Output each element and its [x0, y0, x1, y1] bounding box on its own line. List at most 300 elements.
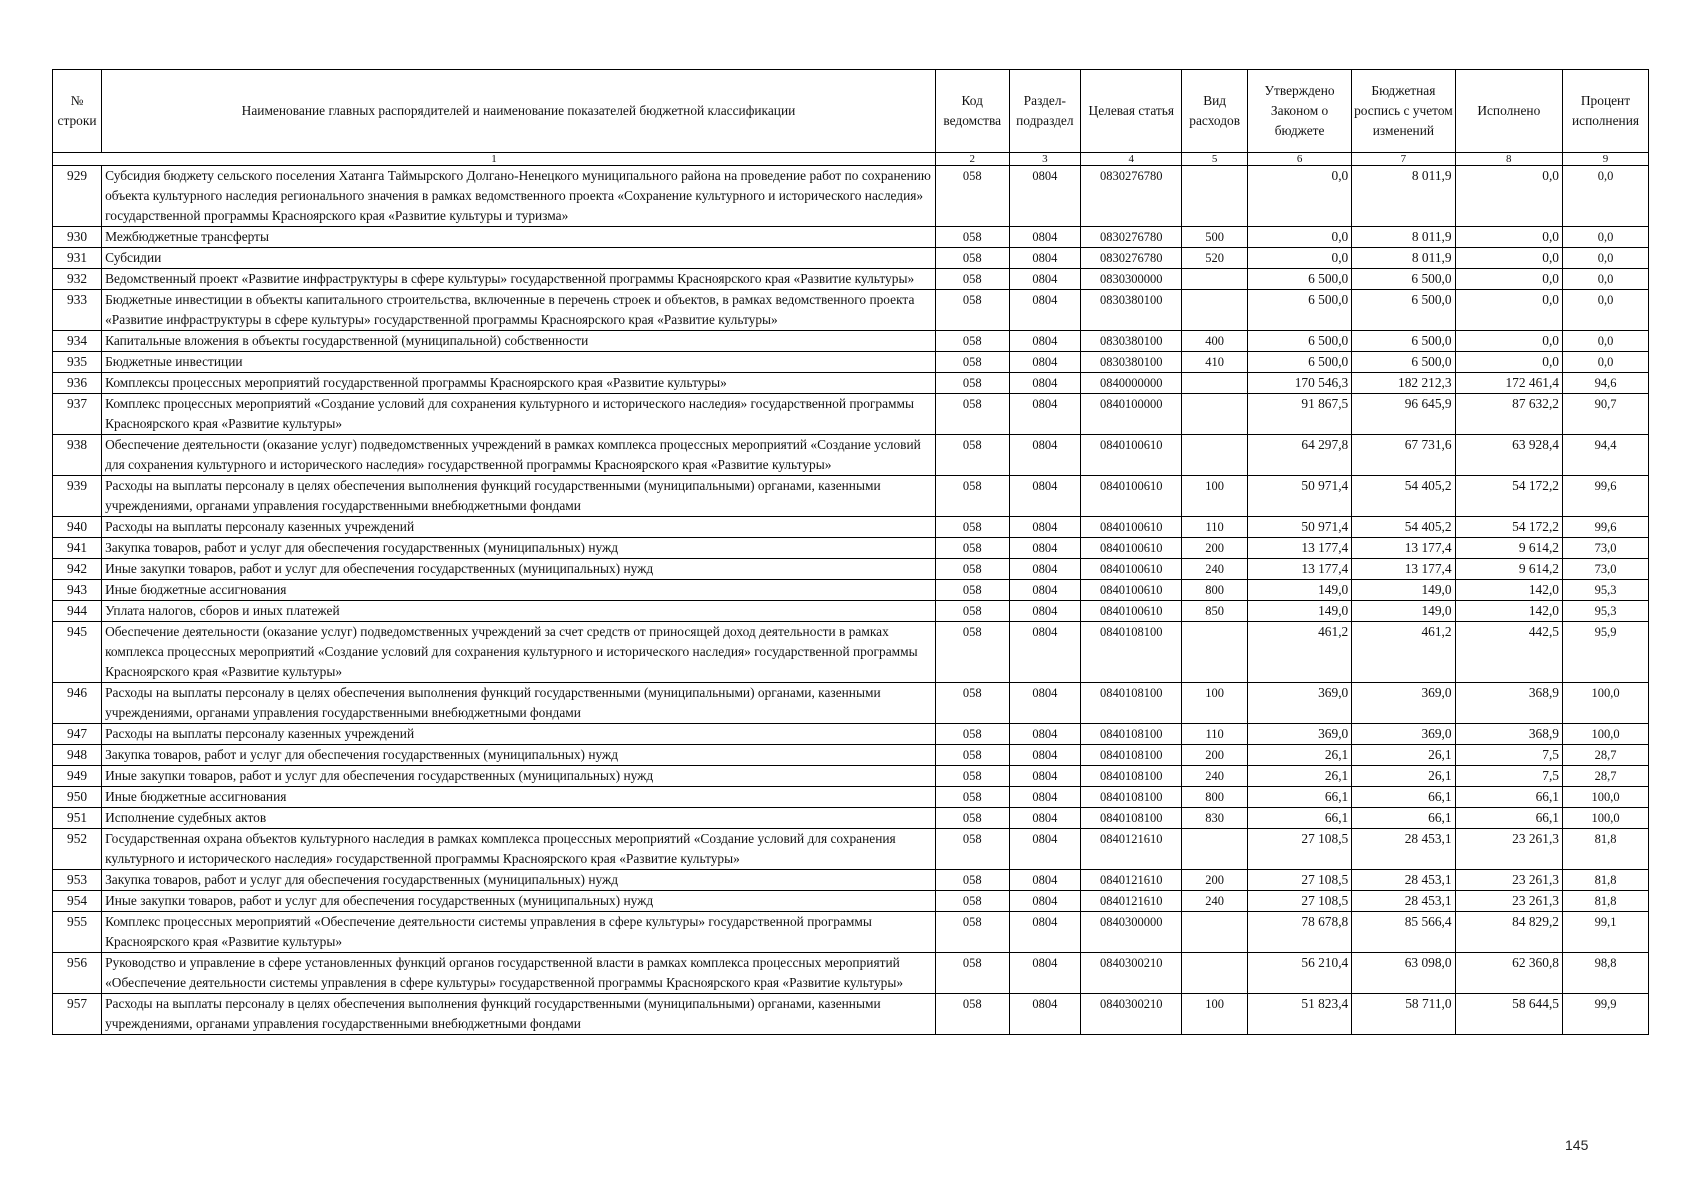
row-number-cell: 932 [53, 269, 102, 290]
department-code-cell: 058 [935, 290, 1009, 331]
section-cell: 0804 [1009, 994, 1081, 1035]
table-row [53, 683, 1649, 724]
table-row [53, 870, 1649, 891]
target-item-cell: 0840100610 [1081, 476, 1182, 517]
section-cell: 0804 [1009, 166, 1081, 227]
table-row [53, 994, 1649, 1035]
row-number-cell: 939 [53, 476, 102, 517]
row-number-cell: 937 [53, 394, 102, 435]
department-code-cell: 058 [935, 435, 1009, 476]
approved-cell: 6 500,0 [1247, 269, 1351, 290]
approved-cell: 6 500,0 [1247, 290, 1351, 331]
expense-type-cell: 200 [1182, 745, 1247, 766]
table-row [53, 787, 1649, 808]
row-name-cell: Иные закупки товаров, работ и услуг для обеспечения государственных (муниципальных) нужд [102, 559, 936, 580]
section-cell: 0804 [1009, 394, 1081, 435]
expense-type-cell: 830 [1182, 808, 1247, 829]
section-cell: 0804 [1009, 290, 1081, 331]
table-row [53, 373, 1649, 394]
approved-cell: 369,0 [1247, 724, 1351, 745]
section-cell: 0804 [1009, 269, 1081, 290]
table-row [53, 891, 1649, 912]
percent-cell: 95,9 [1563, 622, 1649, 683]
section-cell: 0804 [1009, 787, 1081, 808]
department-code-cell: 058 [935, 912, 1009, 953]
budget-schedule-cell: 67 731,6 [1352, 435, 1455, 476]
target-item-cell: 0840300210 [1081, 953, 1182, 994]
column-number: 6 [1247, 153, 1351, 166]
row-number-cell: 929 [53, 166, 102, 227]
budget-schedule-cell: 28 453,1 [1352, 829, 1455, 870]
row-name-cell: Капитальные вложения в объекты государственной (муниципальной) собственности [102, 331, 936, 352]
column-number: 5 [1182, 153, 1247, 166]
section-cell: 0804 [1009, 352, 1081, 373]
budget-schedule-cell: 6 500,0 [1352, 331, 1455, 352]
target-item-cell: 0840108100 [1081, 787, 1182, 808]
percent-cell: 99,6 [1563, 517, 1649, 538]
section-cell: 0804 [1009, 870, 1081, 891]
approved-cell: 50 971,4 [1247, 476, 1351, 517]
percent-cell: 0,0 [1563, 331, 1649, 352]
row-name-cell: Исполнение судебных актов [102, 808, 936, 829]
department-code-cell: 058 [935, 994, 1009, 1035]
percent-cell: 28,7 [1563, 766, 1649, 787]
executed-cell: 7,5 [1455, 745, 1562, 766]
percent-cell: 98,8 [1563, 953, 1649, 994]
row-name-cell: Расходы на выплаты персоналу в целях обеспечения выполнения функций государственными (муниципальными) органами, казенными учреждениями, органами управления государственными внебюджетными фондами [102, 683, 936, 724]
executed-cell: 87 632,2 [1455, 394, 1562, 435]
budget-schedule-cell: 8 011,9 [1352, 248, 1455, 269]
table-row [53, 580, 1649, 601]
header-approved: Утверждено Законом о бюджете [1247, 70, 1351, 153]
expense-type-cell [1182, 829, 1247, 870]
percent-cell: 81,8 [1563, 870, 1649, 891]
target-item-cell: 0830276780 [1081, 166, 1182, 227]
expense-type-cell: 800 [1182, 580, 1247, 601]
executed-cell: 142,0 [1455, 601, 1562, 622]
expense-type-cell [1182, 290, 1247, 331]
target-item-cell: 0840108100 [1081, 745, 1182, 766]
department-code-cell: 058 [935, 891, 1009, 912]
executed-cell: 54 172,2 [1455, 476, 1562, 517]
approved-cell: 26,1 [1247, 745, 1351, 766]
department-code-cell: 058 [935, 808, 1009, 829]
approved-cell: 0,0 [1247, 227, 1351, 248]
table-row [53, 559, 1649, 580]
executed-cell: 84 829,2 [1455, 912, 1562, 953]
executed-cell: 9 614,2 [1455, 538, 1562, 559]
row-name-cell: Комплекс процессных мероприятий «Обеспечение деятельности системы управления в сфере культуры» государственной программы Красноярского края «Развитие культуры» [102, 912, 936, 953]
header-row-number: № строки [53, 70, 102, 153]
row-name-cell: Ведомственный проект «Развитие инфраструктуры в сфере культуры» государственной программы Красноярского края «Развитие культуры» [102, 269, 936, 290]
row-number-cell: 935 [53, 352, 102, 373]
table-row [53, 745, 1649, 766]
expense-type-cell: 110 [1182, 517, 1247, 538]
target-item-cell: 0840000000 [1081, 373, 1182, 394]
department-code-cell: 058 [935, 373, 1009, 394]
budget-schedule-cell: 6 500,0 [1352, 290, 1455, 331]
header-section: Раздел-подраздел [1009, 70, 1081, 153]
approved-cell: 461,2 [1247, 622, 1351, 683]
budget-schedule-cell: 54 405,2 [1352, 517, 1455, 538]
section-cell: 0804 [1009, 724, 1081, 745]
table-row [53, 352, 1649, 373]
expense-type-cell: 110 [1182, 724, 1247, 745]
target-item-cell: 0830276780 [1081, 248, 1182, 269]
expense-type-cell: 200 [1182, 538, 1247, 559]
target-item-cell: 0840108100 [1081, 683, 1182, 724]
row-number-cell: 954 [53, 891, 102, 912]
column-number: 9 [1563, 153, 1649, 166]
table-header-row [53, 70, 1649, 153]
table-row [53, 517, 1649, 538]
executed-cell: 23 261,3 [1455, 829, 1562, 870]
expense-type-cell: 400 [1182, 331, 1247, 352]
column-number: 8 [1455, 153, 1562, 166]
expense-type-cell: 200 [1182, 870, 1247, 891]
row-number-cell: 941 [53, 538, 102, 559]
approved-cell: 369,0 [1247, 683, 1351, 724]
percent-cell: 100,0 [1563, 787, 1649, 808]
row-name-cell: Комплекс процессных мероприятий «Создание условий для сохранения культурного и исторического наследия» государственной программы Красноярского края «Развитие культуры» [102, 394, 936, 435]
department-code-cell: 058 [935, 829, 1009, 870]
row-number-cell: 955 [53, 912, 102, 953]
approved-cell: 64 297,8 [1247, 435, 1351, 476]
target-item-cell: 0840100610 [1081, 435, 1182, 476]
row-name-cell: Бюджетные инвестиции [102, 352, 936, 373]
approved-cell: 27 108,5 [1247, 870, 1351, 891]
budget-schedule-cell: 8 011,9 [1352, 227, 1455, 248]
target-item-cell: 0840100610 [1081, 580, 1182, 601]
budget-schedule-cell: 182 212,3 [1352, 373, 1455, 394]
section-cell: 0804 [1009, 476, 1081, 517]
row-number-cell: 938 [53, 435, 102, 476]
header-executed: Исполнено [1455, 70, 1562, 153]
row-name-cell: Межбюджетные трансферты [102, 227, 936, 248]
percent-cell: 95,3 [1563, 601, 1649, 622]
row-name-cell: Расходы на выплаты персоналу казенных учреждений [102, 517, 936, 538]
department-code-cell: 058 [935, 745, 1009, 766]
target-item-cell: 0830380100 [1081, 352, 1182, 373]
department-code-cell: 058 [935, 227, 1009, 248]
budget-schedule-cell: 149,0 [1352, 580, 1455, 601]
table-body [53, 166, 1649, 1035]
table-row [53, 601, 1649, 622]
row-number-cell: 936 [53, 373, 102, 394]
approved-cell: 6 500,0 [1247, 331, 1351, 352]
section-cell: 0804 [1009, 601, 1081, 622]
budget-schedule-cell: 13 177,4 [1352, 559, 1455, 580]
expense-type-cell: 410 [1182, 352, 1247, 373]
percent-cell: 73,0 [1563, 559, 1649, 580]
section-cell: 0804 [1009, 683, 1081, 724]
expense-type-cell [1182, 912, 1247, 953]
section-cell: 0804 [1009, 331, 1081, 352]
expense-type-cell [1182, 622, 1247, 683]
row-number-cell: 946 [53, 683, 102, 724]
target-item-cell: 0840100610 [1081, 601, 1182, 622]
row-number-cell: 945 [53, 622, 102, 683]
percent-cell: 0,0 [1563, 227, 1649, 248]
section-cell: 0804 [1009, 559, 1081, 580]
approved-cell: 51 823,4 [1247, 994, 1351, 1035]
percent-cell: 94,6 [1563, 373, 1649, 394]
approved-cell: 78 678,8 [1247, 912, 1351, 953]
executed-cell: 58 644,5 [1455, 994, 1562, 1035]
target-item-cell: 0840100610 [1081, 517, 1182, 538]
section-cell: 0804 [1009, 912, 1081, 953]
row-name-cell: Бюджетные инвестиции в объекты капитального строительства, включенные в перечень строек и объектов, в рамках ведомственного проекта «Развитие инфраструктуры в сфере культуры» государственной программы Красноярского края «Развитие культуры» [102, 290, 936, 331]
row-number-cell: 940 [53, 517, 102, 538]
row-number-cell: 956 [53, 953, 102, 994]
table-row [53, 808, 1649, 829]
row-number-cell: 953 [53, 870, 102, 891]
column-number: 4 [1081, 153, 1182, 166]
row-number-cell: 950 [53, 787, 102, 808]
budget-schedule-cell: 369,0 [1352, 724, 1455, 745]
expense-type-cell: 100 [1182, 994, 1247, 1035]
table-row [53, 538, 1649, 559]
executed-cell: 368,9 [1455, 724, 1562, 745]
percent-cell: 0,0 [1563, 248, 1649, 269]
budget-schedule-cell: 369,0 [1352, 683, 1455, 724]
target-item-cell: 0840100000 [1081, 394, 1182, 435]
executed-cell: 0,0 [1455, 227, 1562, 248]
row-number-cell: 942 [53, 559, 102, 580]
expense-type-cell: 100 [1182, 476, 1247, 517]
percent-cell: 95,3 [1563, 580, 1649, 601]
budget-schedule-cell: 8 011,9 [1352, 166, 1455, 227]
department-code-cell: 058 [935, 787, 1009, 808]
row-number-cell: 948 [53, 745, 102, 766]
executed-cell: 442,5 [1455, 622, 1562, 683]
approved-cell: 149,0 [1247, 601, 1351, 622]
table-row [53, 331, 1649, 352]
executed-cell: 172 461,4 [1455, 373, 1562, 394]
percent-cell: 99,9 [1563, 994, 1649, 1035]
executed-cell: 0,0 [1455, 331, 1562, 352]
column-number: 7 [1352, 153, 1455, 166]
percent-cell: 100,0 [1563, 724, 1649, 745]
target-item-cell: 0840108100 [1081, 622, 1182, 683]
budget-table-sheet [52, 69, 1649, 1035]
approved-cell: 66,1 [1247, 808, 1351, 829]
column-number: 2 [935, 153, 1009, 166]
executed-cell: 23 261,3 [1455, 870, 1562, 891]
expense-type-cell: 240 [1182, 891, 1247, 912]
table-row [53, 248, 1649, 269]
table-row [53, 394, 1649, 435]
row-name-cell: Иные бюджетные ассигнования [102, 787, 936, 808]
executed-cell: 0,0 [1455, 290, 1562, 331]
department-code-cell: 058 [935, 538, 1009, 559]
department-code-cell: 058 [935, 559, 1009, 580]
row-name-cell: Руководство и управление в сфере установленных функций органов государственной власти в рамках комплекса процессных мероприятий «Обеспечение деятельности системы управления в сфере культуры» государственной программы Красноярского края «Развитие культуры» [102, 953, 936, 994]
approved-cell: 26,1 [1247, 766, 1351, 787]
department-code-cell: 058 [935, 517, 1009, 538]
target-item-cell: 0830300000 [1081, 269, 1182, 290]
section-cell: 0804 [1009, 517, 1081, 538]
executed-cell: 66,1 [1455, 787, 1562, 808]
percent-cell: 73,0 [1563, 538, 1649, 559]
expense-type-cell: 850 [1182, 601, 1247, 622]
expense-type-cell: 240 [1182, 559, 1247, 580]
header-budget-schedule: Бюджетная роспись с учетом изменений [1352, 70, 1455, 153]
section-cell: 0804 [1009, 766, 1081, 787]
approved-cell: 50 971,4 [1247, 517, 1351, 538]
section-cell: 0804 [1009, 373, 1081, 394]
department-code-cell: 058 [935, 683, 1009, 724]
percent-cell: 94,4 [1563, 435, 1649, 476]
department-code-cell: 058 [935, 601, 1009, 622]
section-cell: 0804 [1009, 248, 1081, 269]
budget-execution-table [52, 69, 1649, 1035]
percent-cell: 0,0 [1563, 352, 1649, 373]
section-cell: 0804 [1009, 622, 1081, 683]
target-item-cell: 0840121610 [1081, 829, 1182, 870]
budget-schedule-cell: 6 500,0 [1352, 269, 1455, 290]
budget-schedule-cell: 54 405,2 [1352, 476, 1455, 517]
target-item-cell: 0840100610 [1081, 538, 1182, 559]
budget-schedule-cell: 63 098,0 [1352, 953, 1455, 994]
approved-cell: 56 210,4 [1247, 953, 1351, 994]
page-number: 145 [1565, 1137, 1589, 1153]
row-number-cell: 949 [53, 766, 102, 787]
budget-schedule-cell: 66,1 [1352, 808, 1455, 829]
table-row [53, 724, 1649, 745]
department-code-cell: 058 [935, 870, 1009, 891]
expense-type-cell [1182, 953, 1247, 994]
row-number-cell: 934 [53, 331, 102, 352]
target-item-cell: 0840300000 [1081, 912, 1182, 953]
section-cell: 0804 [1009, 808, 1081, 829]
row-number-cell: 957 [53, 994, 102, 1035]
row-name-cell: Субсидия бюджету сельского поселения Хатанга Таймырского Долгано-Ненецкого муниципального района на проведение работ по сохранению объекта культурного наследия регионального значения в рамках ведомственного проекта «Сохранение культурного и исторического наследия» государственной программы Красноярского края «Развитие культуры и туризма» [102, 166, 936, 227]
expense-type-cell: 240 [1182, 766, 1247, 787]
row-name-cell: Расходы на выплаты персоналу казенных учреждений [102, 724, 936, 745]
department-code-cell: 058 [935, 724, 1009, 745]
department-code-cell: 058 [935, 331, 1009, 352]
executed-cell: 368,9 [1455, 683, 1562, 724]
column-number: 1 [53, 153, 936, 166]
expense-type-cell: 800 [1182, 787, 1247, 808]
approved-cell: 13 177,4 [1247, 538, 1351, 559]
executed-cell: 142,0 [1455, 580, 1562, 601]
department-code-cell: 058 [935, 580, 1009, 601]
section-cell: 0804 [1009, 829, 1081, 870]
expense-type-cell: 520 [1182, 248, 1247, 269]
column-number: 3 [1009, 153, 1081, 166]
row-number-cell: 933 [53, 290, 102, 331]
department-code-cell: 058 [935, 166, 1009, 227]
target-item-cell: 0830380100 [1081, 331, 1182, 352]
percent-cell: 100,0 [1563, 683, 1649, 724]
executed-cell: 0,0 [1455, 166, 1562, 227]
department-code-cell: 058 [935, 476, 1009, 517]
department-code-cell: 058 [935, 269, 1009, 290]
executed-cell: 0,0 [1455, 269, 1562, 290]
row-number-cell: 947 [53, 724, 102, 745]
row-name-cell: Иные бюджетные ассигнования [102, 580, 936, 601]
target-item-cell: 0830380100 [1081, 290, 1182, 331]
percent-cell: 99,1 [1563, 912, 1649, 953]
row-name-cell: Комплексы процессных мероприятий государственной программы Красноярского края «Развитие культуры» [102, 373, 936, 394]
expense-type-cell [1182, 269, 1247, 290]
target-item-cell: 0840300210 [1081, 994, 1182, 1035]
row-number-cell: 944 [53, 601, 102, 622]
budget-schedule-cell: 28 453,1 [1352, 870, 1455, 891]
expense-type-cell [1182, 166, 1247, 227]
executed-cell: 7,5 [1455, 766, 1562, 787]
row-number-cell: 952 [53, 829, 102, 870]
row-name-cell: Расходы на выплаты персоналу в целях обеспечения выполнения функций государственными (муниципальными) органами, казенными учреждениями, органами управления государственными внебюджетными фондами [102, 994, 936, 1035]
section-cell: 0804 [1009, 227, 1081, 248]
header-expense-type: Вид расходов [1182, 70, 1247, 153]
table-row [53, 269, 1649, 290]
target-item-cell: 0840100610 [1081, 559, 1182, 580]
table-row [53, 476, 1649, 517]
table-row [53, 435, 1649, 476]
percent-cell: 90,7 [1563, 394, 1649, 435]
row-name-cell: Иные закупки товаров, работ и услуг для обеспечения государственных (муниципальных) нужд [102, 766, 936, 787]
percent-cell: 100,0 [1563, 808, 1649, 829]
table-row [53, 166, 1649, 227]
department-code-cell: 058 [935, 248, 1009, 269]
header-target-item: Целевая статья [1081, 70, 1182, 153]
row-number-cell: 951 [53, 808, 102, 829]
approved-cell: 6 500,0 [1247, 352, 1351, 373]
executed-cell: 62 360,8 [1455, 953, 1562, 994]
table-row [53, 290, 1649, 331]
target-item-cell: 0840108100 [1081, 766, 1182, 787]
row-name-cell: Закупка товаров, работ и услуг для обеспечения государственных (муниципальных) нужд [102, 870, 936, 891]
target-item-cell: 0840121610 [1081, 870, 1182, 891]
target-item-cell: 0840121610 [1081, 891, 1182, 912]
row-name-cell: Субсидии [102, 248, 936, 269]
header-percent: Процент исполнения [1563, 70, 1649, 153]
approved-cell: 13 177,4 [1247, 559, 1351, 580]
row-name-cell: Закупка товаров, работ и услуг для обеспечения государственных (муниципальных) нужд [102, 538, 936, 559]
table-row [53, 829, 1649, 870]
target-item-cell: 0830276780 [1081, 227, 1182, 248]
budget-schedule-cell: 149,0 [1352, 601, 1455, 622]
executed-cell: 66,1 [1455, 808, 1562, 829]
section-cell: 0804 [1009, 435, 1081, 476]
expense-type-cell: 500 [1182, 227, 1247, 248]
expense-type-cell [1182, 394, 1247, 435]
executed-cell: 0,0 [1455, 352, 1562, 373]
target-item-cell: 0840108100 [1081, 808, 1182, 829]
section-cell: 0804 [1009, 745, 1081, 766]
target-item-cell: 0840108100 [1081, 724, 1182, 745]
approved-cell: 170 546,3 [1247, 373, 1351, 394]
percent-cell: 0,0 [1563, 269, 1649, 290]
approved-cell: 27 108,5 [1247, 891, 1351, 912]
budget-schedule-cell: 13 177,4 [1352, 538, 1455, 559]
percent-cell: 81,8 [1563, 829, 1649, 870]
table-row [53, 766, 1649, 787]
budget-schedule-cell: 58 711,0 [1352, 994, 1455, 1035]
row-name-cell: Расходы на выплаты персоналу в целях обеспечения выполнения функций государственными (муниципальными) органами, казенными учреждениями, органами управления государственными внебюджетными фондами [102, 476, 936, 517]
section-cell: 0804 [1009, 580, 1081, 601]
executed-cell: 54 172,2 [1455, 517, 1562, 538]
percent-cell: 99,6 [1563, 476, 1649, 517]
row-number-cell: 930 [53, 227, 102, 248]
percent-cell: 0,0 [1563, 166, 1649, 227]
approved-cell: 149,0 [1247, 580, 1351, 601]
executed-cell: 0,0 [1455, 248, 1562, 269]
executed-cell: 63 928,4 [1455, 435, 1562, 476]
